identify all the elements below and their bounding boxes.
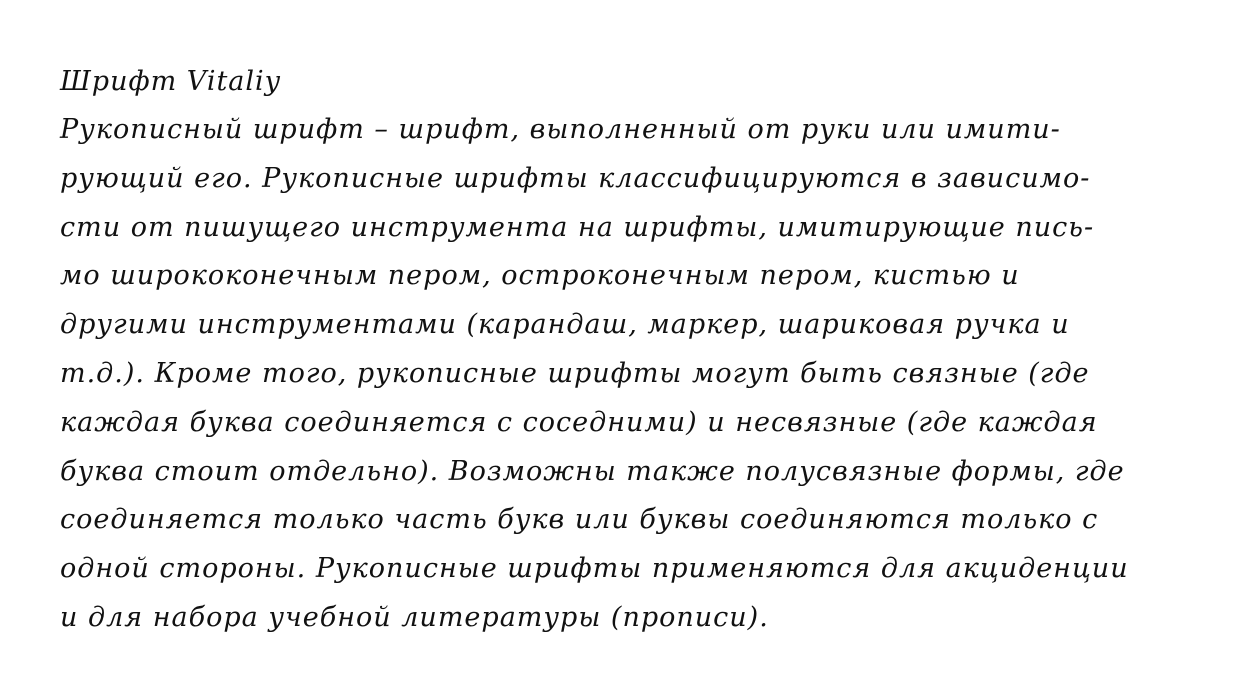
- text-line-6: т.д.). Кроме того, рукописные шрифты могут быть связные (где: [60, 357, 1090, 389]
- text-line-11: и для набора учебной литературы (прописи).: [60, 601, 769, 633]
- text-line-5: другими инструментами (карандаш, маркер, шариковая ручка и: [60, 309, 1070, 341]
- text-line-3: сти от пишущего инструмента на шрифты, имитирующие пись-: [60, 211, 1095, 243]
- text-line-8: буква стоит отдельно). Возможны также полусвязные формы, где: [60, 455, 1125, 487]
- text-line-10: одной стороны. Рукописные шрифты применяются для акциденции: [60, 553, 1129, 585]
- document-title: Шрифт Vitaliy: [60, 66, 281, 97]
- text-line-9: соединяется только часть букв или буквы соединяются только с: [60, 504, 1099, 536]
- text-line-1: Рукописный шрифт – шрифт, выполненный от руки или имити-: [60, 114, 1061, 145]
- text-line-4: мо ширококонечным пером, остроконечным пером, кистью и: [60, 260, 1020, 292]
- text-line-7: каждая буква соединяется с соседними) и несвязные (где каждая: [60, 406, 1098, 438]
- text-line-2: рующий его. Рукописные шрифты классифицируются в зависимо-: [60, 162, 1091, 194]
- handwritten-text-block: [60, 58, 1185, 643]
